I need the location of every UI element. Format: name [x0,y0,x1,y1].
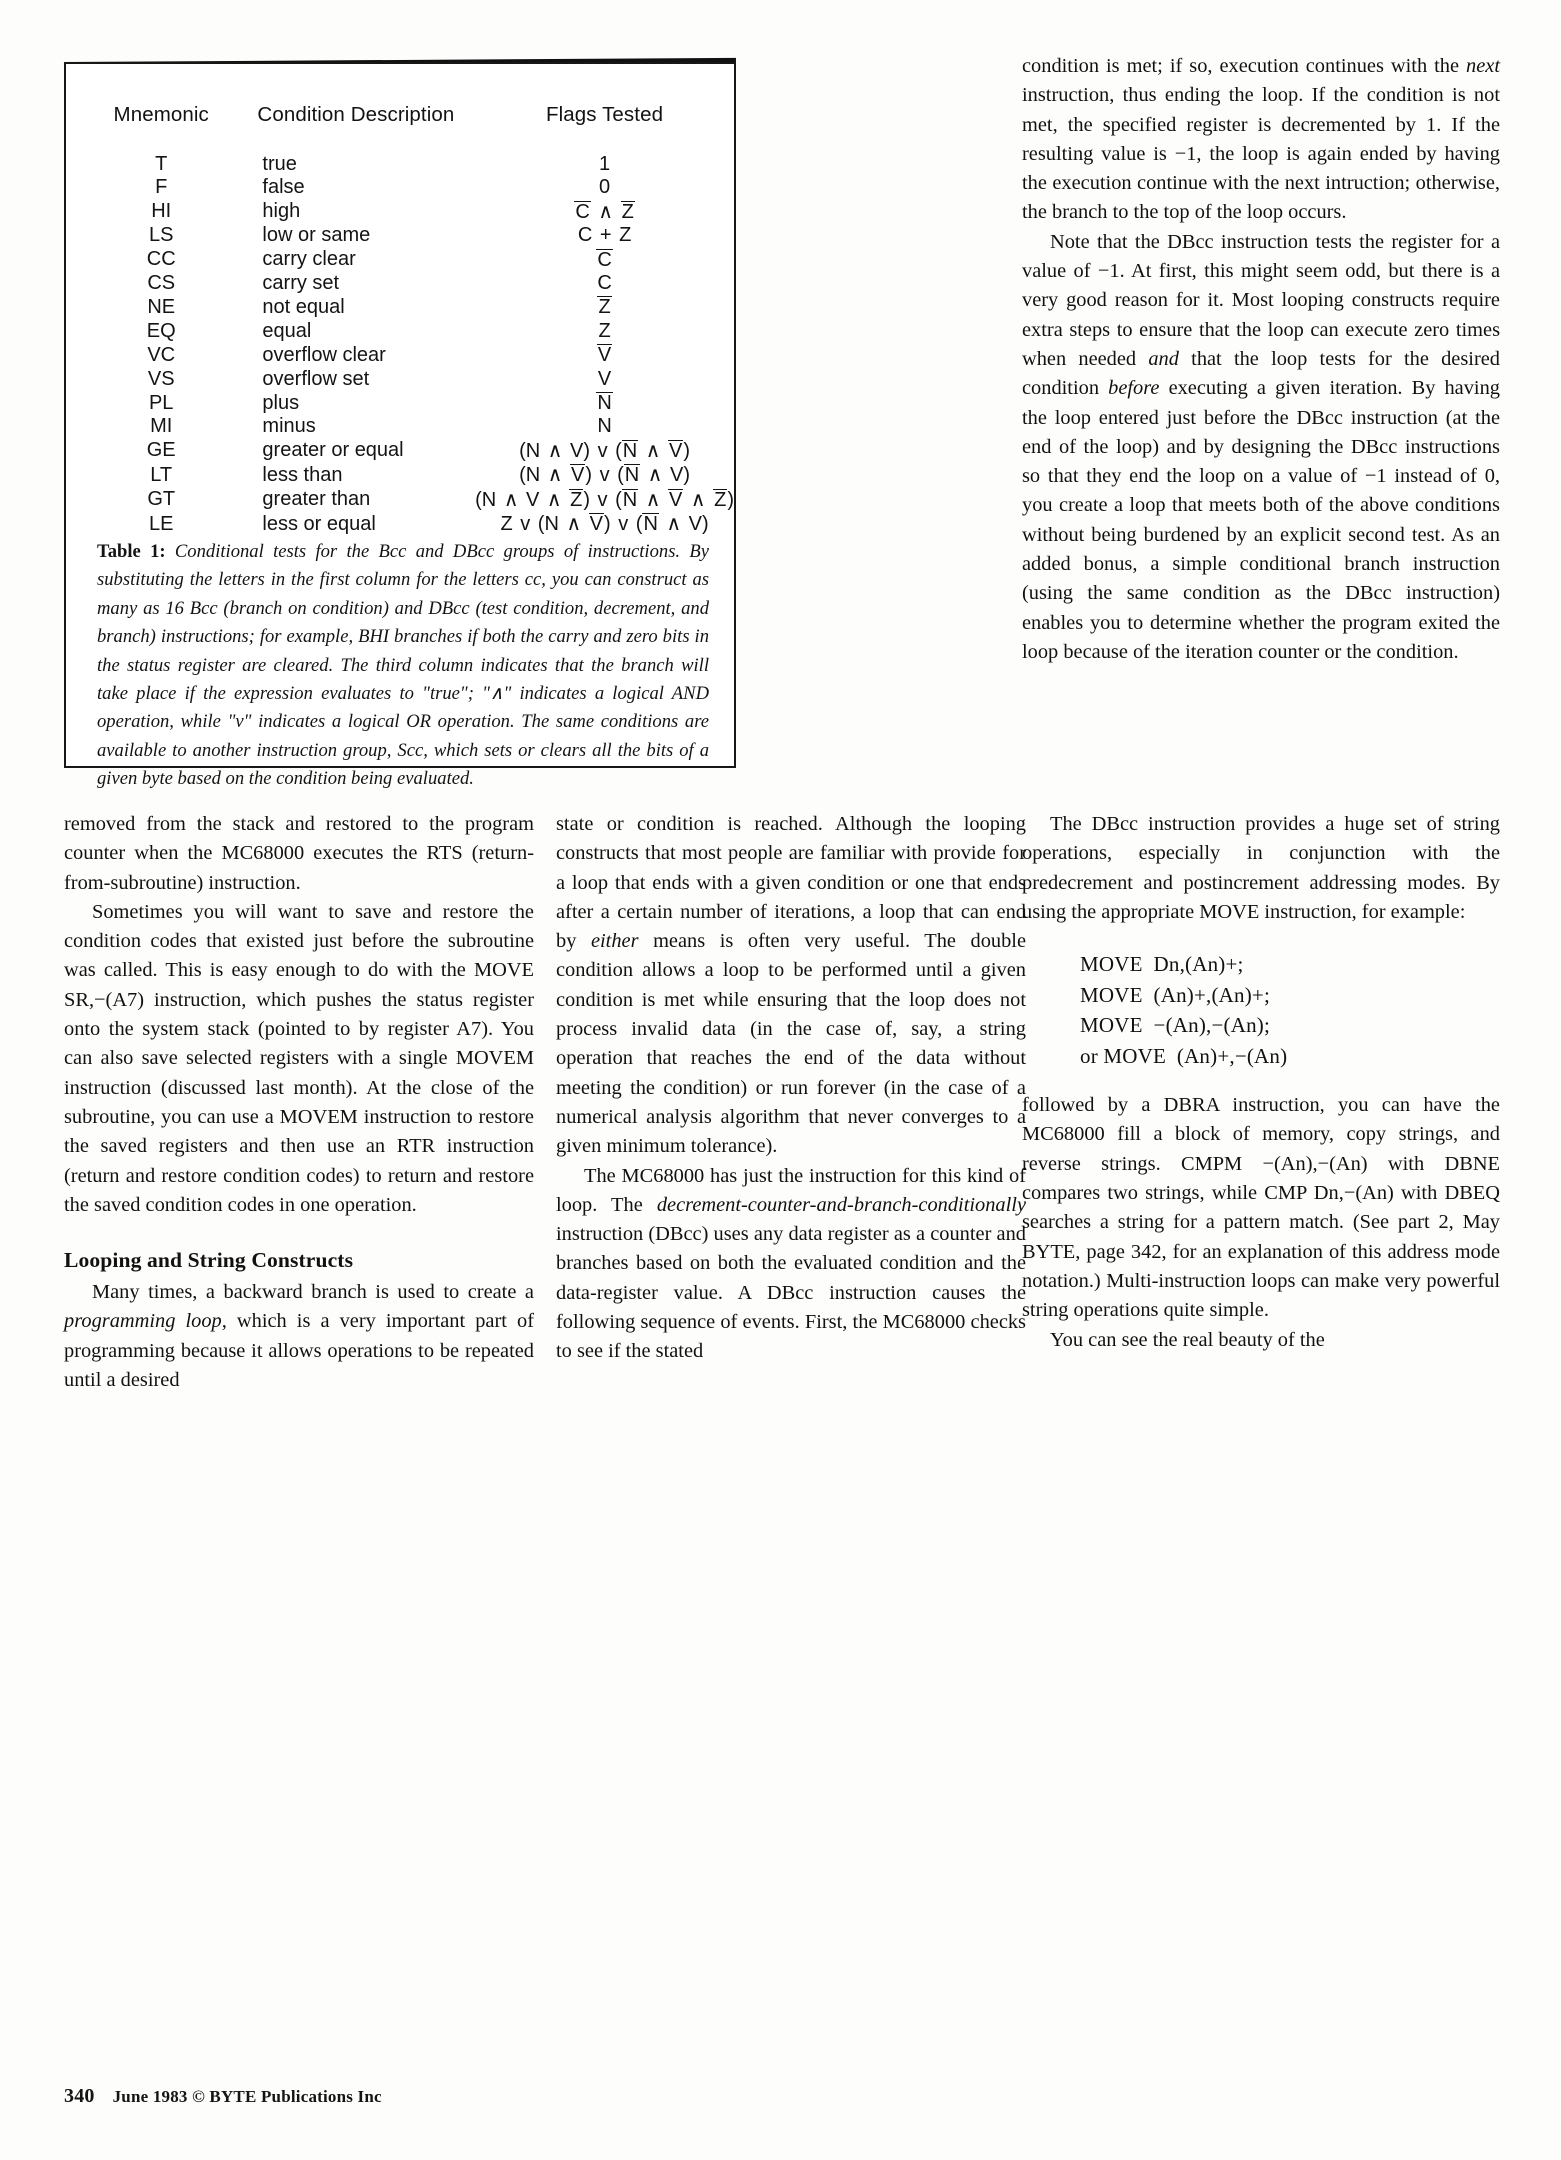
middle-column [556,810,1026,1367]
table-figure-box [64,62,736,790]
cell-mnemonic: LT [150,463,173,486]
table-row [66,512,734,536]
table-row [66,176,734,199]
paragraph [556,810,1026,1162]
text-run: instruction, thus ending the loop. If the condition is not met, the specified register is decremented by 1. If the resulting value is −1, the loop is again ended by having the execution continue with the next intruction; otherwise, the branch to the top of the loop occurs. [1022,84,1500,224]
cell-condition-description: overflow set [262,367,370,390]
text-run: The MC68000 has just the instruction for this kind of loop. The [556,1164,1026,1216]
cell-mnemonic: PL [148,391,174,414]
text-run: Note that the DBcc instruction tests the register for a value of −1. At first, this might seem odd, but there is a very good reason for it. Most looping constructs require extra steps to ensure that the loop can execute zero times when needed [1022,230,1500,370]
table-row [66,343,734,367]
section-heading-looping: Looping and String Constructs [64,1248,354,1273]
right-column [1022,810,1500,1355]
page-number: 340 [64,2085,95,2107]
table-caption-label: Table 1: [97,541,166,562]
cell-condition-description: overflow clear [262,343,386,366]
emphasis-and: and [1148,347,1179,370]
text-run: that the loop tests for the desired condition [1022,347,1500,400]
cell-flags-tested: V [597,344,612,367]
emphasis-next: next [1466,55,1500,77]
cell-flags-tested: Z v (N ∧ V) v (N ∧ V) [500,513,709,536]
table-row [66,320,734,343]
text-run: state or condition is reached. Although the looping constructs that most people are familiar with provide for a loop that ends with a given condition or one that ends after a certain number of iterations, a loop that can end by [556,813,1026,953]
text-run: means is often very useful. The double condition allows a loop to be performed until a given condition is met while ensuring that the loop does not process invalid data (in the case of, say, a string operation that reaches the end of the data without meeting the condition) or run forever (in the case of a numerical analysis algorithm that never converges to a given minimum tolerance). [556,930,1026,1158]
cell-condition-description: not equal [262,295,345,318]
table-row [66,153,734,176]
cell-mnemonic: T [155,153,168,175]
cell-mnemonic: NE [147,295,176,318]
cell-mnemonic: GT [147,488,176,511]
cell-mnemonic: LE [148,512,174,535]
table-body [66,153,734,537]
cell-condition-description: carry clear [262,248,356,271]
table-row [66,488,734,512]
code-line: MOVE (An)+,(An)+; [1080,982,1271,1007]
cell-condition-description: greater than [262,488,371,511]
cell-condition-description: low or same [262,224,371,247]
cell-flags-tested: 0 [599,176,611,199]
paragraph [556,1162,1026,1367]
cell-flags-tested: Z [598,319,611,342]
paragraph: You can see the real beauty of the [1050,1328,1325,1351]
cell-condition-description: greater or equal [262,439,404,462]
table-row [66,295,734,319]
cell-mnemonic: F [155,176,168,199]
cell-mnemonic: MI [150,415,173,438]
paragraph [1022,228,1500,667]
cell-condition-description: high [262,200,301,223]
paragraph: The DBcc instruction provides a huge set of string operations, especially in conjunction with the predecrement and postincrement addressing modes. By using the appropriate MOVE instruction, for example: [1022,813,1500,923]
cell-condition-description: plus [262,391,300,414]
table-row [66,272,734,295]
table-row [66,224,734,247]
paragraph: Sometimes you will want to save and restore the condition codes that existed just before the subroutine was called. This is easy enough to do with the MOVE SR,−(A7) instruction, which pushes the status register onto the system stack (pointed to by register A7). You can also save selected registers with a single MOVEM instruction (discussed last month). At the close of the subroutine, you can use a MOVEM instruction to restore the saved registers and then use an RTR instruction (return and restore condition codes) to return and restore the saved condition codes in one operation. [64,900,534,1216]
table-row [66,415,734,438]
paragraph: removed from the stack and restored to the program counter when the MC68000 executes the RTS (return-from-subroutine) instruction. [64,813,534,894]
table-header-row [66,102,734,153]
emphasis-dbcc-name: decrement-counter-and-branch-conditionally [656,1193,1026,1216]
text-run: instruction (DBcc) uses any data register as a counter and branches based on both the evaluated condition and the data-register value. A DBcc instruction causes the following sequence of events. First, the MC68000 checks to see if the stated [556,1223,1026,1363]
cell-mnemonic: EQ [146,319,176,342]
cell-flags-tested: C [597,248,612,271]
cell-mnemonic: CS [147,272,176,295]
table-row [66,391,734,415]
right-column-top [1022,52,1500,667]
cell-mnemonic: CC [146,248,176,271]
footer-imprint: June 1983 © BYTE Publications Inc [112,2087,382,2106]
table-header [66,102,734,153]
paragraph [64,1278,534,1395]
text-run: which is a very important part of programming because it allows operations to be repeated until a desired [64,1310,534,1392]
cell-condition-description: false [262,176,305,199]
cell-condition-description: true [262,153,297,175]
move-instruction-code-block [1022,949,1500,1071]
emphasis-programming-loop: programming loop, [64,1310,227,1333]
left-column [64,810,534,1395]
cell-flags-tested: C + Z [577,224,632,247]
cell-condition-description: less or equal [262,512,376,535]
table-caption [97,538,709,794]
conditional-tests-table [66,102,734,537]
text-run: condition is met; if so, execution continues with the [1022,55,1467,77]
cell-flags-tested: C ∧ Z [575,200,634,223]
table-row [66,200,734,224]
emphasis-before: before [1108,377,1160,400]
text-run: Many times, a backward branch is used to create a [92,1281,534,1304]
code-line: or MOVE (An)+,−(An) [1080,1043,1288,1068]
cell-condition-description: minus [262,415,316,438]
cell-flags-tested: 1 [599,153,611,175]
column-header-description: Condition Description [257,103,455,126]
code-line: MOVE −(An),−(An); [1080,1013,1271,1038]
cell-flags-tested: (N ∧ V) v (N ∧ V) [519,439,691,462]
table-row [66,368,734,391]
cell-mnemonic: GE [146,439,176,462]
cell-condition-description: less than [262,463,343,486]
page-footer [64,2085,382,2108]
cell-mnemonic: LS [148,224,174,247]
paragraph: followed by a DBRA instruction, you can have the MC68000 fill a block of memory, copy strings, and reverse strings. CMPM −(An),−(An) with DBNE compares two strings, while CMP Dn,−(An) with DBEQ searches a string for a pattern match. (See part 2, May BYTE, page 342, for an explanation of this address mode notation.) Multi-instruction loops can make very powerful string operations quite simple. [1022,1094,1500,1322]
table-row [66,439,734,463]
table-row [66,463,734,487]
cell-mnemonic: HI [151,200,172,223]
column-header-flags: Flags Tested [546,103,664,126]
cell-mnemonic: VS [147,367,175,390]
text-run: executing a given iteration. By having the loop entered just before the DBcc instruction (at the end of the loop) and by designing the DBcc instructions so that they end the loop on a value of −1 instead of 0, you create a loop that meets both of the above conditions without being burdened by an explicit second test. As an added bonus, a simple conditional branch instruction (using the same condition as the DBcc instruction) enables you to determine whether the program exited the loop because of the iteration counter or the condition. [1022,377,1500,663]
cell-flags-tested: N [597,392,612,415]
cell-flags-tested: (N ∧ V ∧ Z) v (N ∧ V ∧ Z) [475,488,734,511]
cell-flags-tested: V [597,367,612,390]
column-header-mnemonic: Mnemonic [113,103,209,126]
code-line: MOVE Dn,(An)+; [1080,952,1244,977]
cell-condition-description: carry set [262,272,340,295]
emphasis-either: either [590,930,639,953]
cell-flags-tested: C [597,272,612,295]
table-row [66,248,734,272]
table-caption-text: Conditional tests for the Bcc and DBcc groups of instructions. By substituting the letters in the first column for the letters cc, you can construct as many as 16 Bcc (branch on condition) and DBcc (test condition, decrement, and branch) instructions; for example, BHI branches if both the carry and zero bits in the status register are cleared. The third column indicates that the branch will take place if the expression evaluates to "true"; "∧" indicates a logical AND operation, while "v" indicates a logical OR operation. The same conditions are available to another instruction group, Scc, which sets or clears all the bits of a given byte based on the condition being evaluated. [97,541,710,790]
cell-flags-tested: (N ∧ V) v (N ∧ V) [519,464,690,487]
cell-condition-description: equal [262,319,312,342]
cell-mnemonic: VC [147,343,176,366]
cell-flags-tested: N [597,415,612,438]
paragraph [1022,52,1500,228]
cell-flags-tested: Z [598,296,611,319]
